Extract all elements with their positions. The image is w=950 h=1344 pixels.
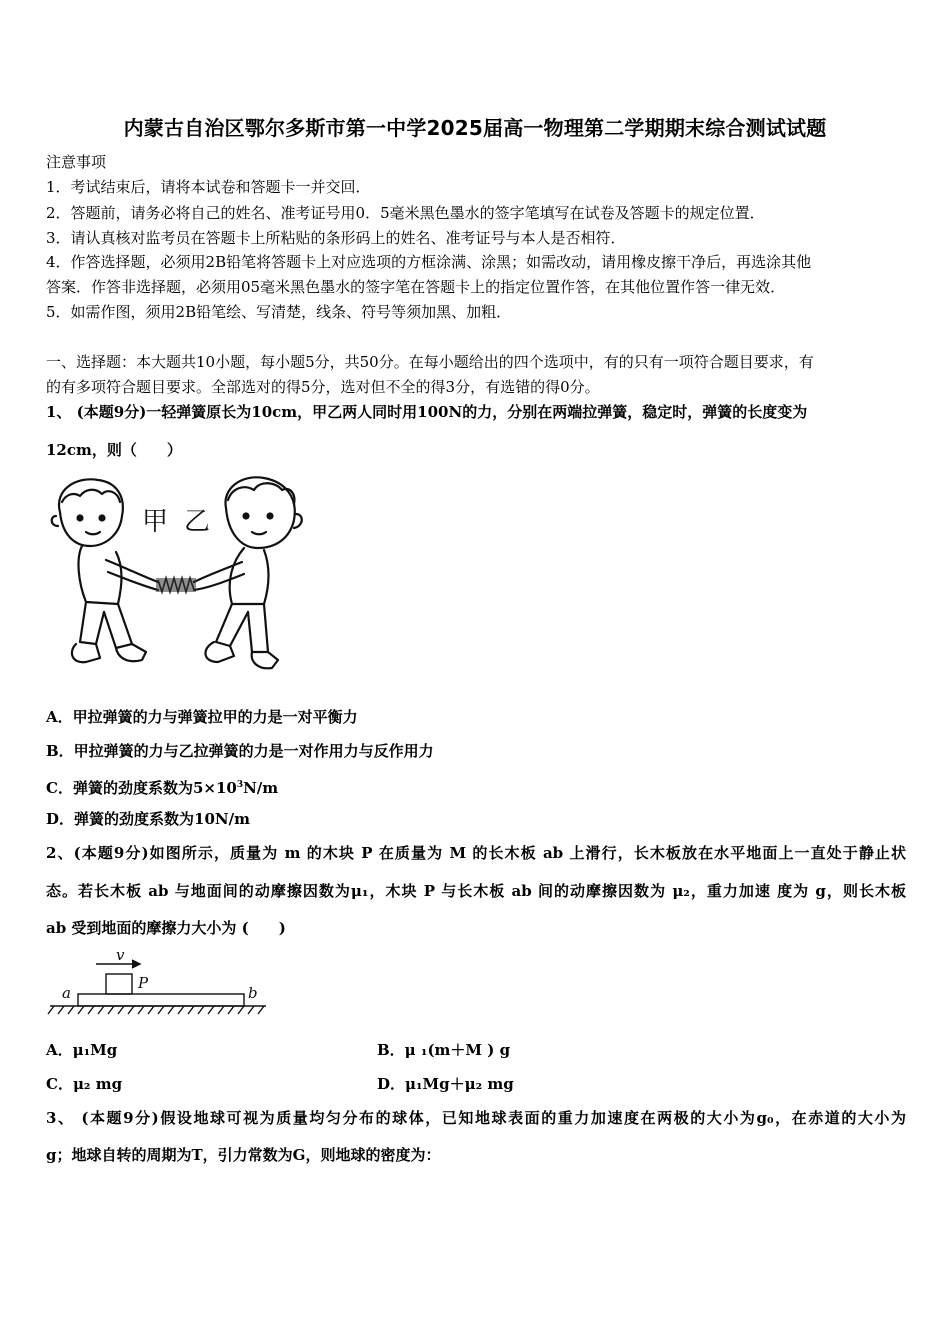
notice-item: 5．如需作图，须用2B铅笔绘、写清楚，线条、符号等须加黑、加粗． (46, 303, 512, 321)
notice-heading: 注意事项 (46, 153, 107, 171)
block-p (106, 974, 132, 994)
label-p: P (138, 974, 149, 992)
notice-item: 4．作答选择题，必须用2B铅笔将答题卡上对应选项的方框涂满、涂黑；如需改动，请用橡皮擦干净后，再选涂其他 (46, 253, 812, 271)
label-b: b (248, 984, 258, 1002)
q1-option-a: A．甲拉弹簧的力与弹簧拉甲的力是一对平衡力 (46, 708, 358, 726)
spring (156, 578, 196, 592)
question-3-stem: 3、 (本题9分)假设地球可视为质量均匀分布的球体，已知地球表面的重力加速度在两极的大小为g₀，在赤道的大小为 (46, 1109, 906, 1127)
label-yi: 乙 (184, 507, 211, 537)
notice-item: 3．请认真核对监考员在答题卡上所粘贴的条形码上的姓名、准考证号与本人是否相符． (46, 229, 626, 247)
notice-item: 1．考试结束后，请将本试卷和答题卡一并交回． (46, 178, 371, 196)
page-title: 内蒙古自治区鄂尔多斯市第一中学2025届高一物理第二学期期末综合测试试题 (123, 116, 827, 140)
q2-option-c: C．μ₂ mg (46, 1075, 123, 1093)
left-kid-hair (62, 490, 120, 502)
q2-option-d: D．μ₁Mg＋μ₂ mg (377, 1075, 514, 1093)
label-a: a (62, 984, 71, 1002)
question-2-stem: 2、(本题9分)如图所示，质量为 m 的木块 P 在质量为 M 的长木板 ab 上滑行，长木板放在水平地面上一直处于静止状 (46, 844, 906, 862)
q1-option-b: B．甲拉弹簧的力与乙拉弹簧的力是一对作用力与反作用力 (46, 742, 434, 760)
question-1-stem: 1、 (本题9分)一轻弹簧原长为10cm，甲乙两人同时用100N的力，分别在两端拉弹簧，稳定时，弹簧的长度变为 (46, 403, 808, 421)
q2-option-b: B．μ ₁(m＋M ) g (377, 1041, 511, 1059)
question-1-stem: 12cm，则（ ） (46, 441, 182, 459)
block-on-board-figure (46, 950, 270, 1022)
question-3-stem: g；地球自转的周期为T，引力常数为G，则地球的密度为： (46, 1146, 441, 1164)
right-kid-body (230, 548, 269, 604)
section-instructions: 一、选择题：本大题共10小题，每小题5分，共50分。在每小题给出的四个选项中，有的只有一项符合题目要求，有 (46, 353, 814, 371)
ground-hatching (48, 1006, 264, 1014)
notice-item: 2．答题前，请务必将自己的姓名、准考证号用0．5毫米黑色墨水的签字笔填写在试卷及答题卡的规定位置． (46, 204, 765, 222)
board-ab (78, 994, 244, 1006)
q1-option-c: C．弹簧的劲度系数为$5\times 10^3N/m$ (46, 779, 279, 797)
two-kids-pulling-spring-figure (46, 472, 306, 684)
question-2-stem: ab 受到地面的摩擦力大小为 ( ) (46, 919, 286, 937)
question-2-stem: 态。若长木板 ab 与地面间的动摩擦因数为μ₁，木块 P 与长木板 ab 间的动摩擦因数为 μ₂，重力加速 度为 g，则长木板 (46, 882, 906, 900)
q2-option-a: A．μ₁Mg (46, 1041, 118, 1059)
notice-item: 答案．作答非选择题，必须用05毫米黑色墨水的签字笔在答题卡上的指定位置作答，在其他位置作答一律无效． (46, 278, 786, 296)
label-jia: 甲 (142, 507, 169, 537)
q1-option-d: D．弹簧的劲度系数为10N/m (46, 810, 250, 828)
right-kid-head (225, 477, 294, 548)
section-instructions: 的有多项符合题目要求。全部选对的得5分，选对但不全的得3分，有选错的得0分。 (46, 378, 600, 396)
label-v: v (116, 950, 125, 964)
